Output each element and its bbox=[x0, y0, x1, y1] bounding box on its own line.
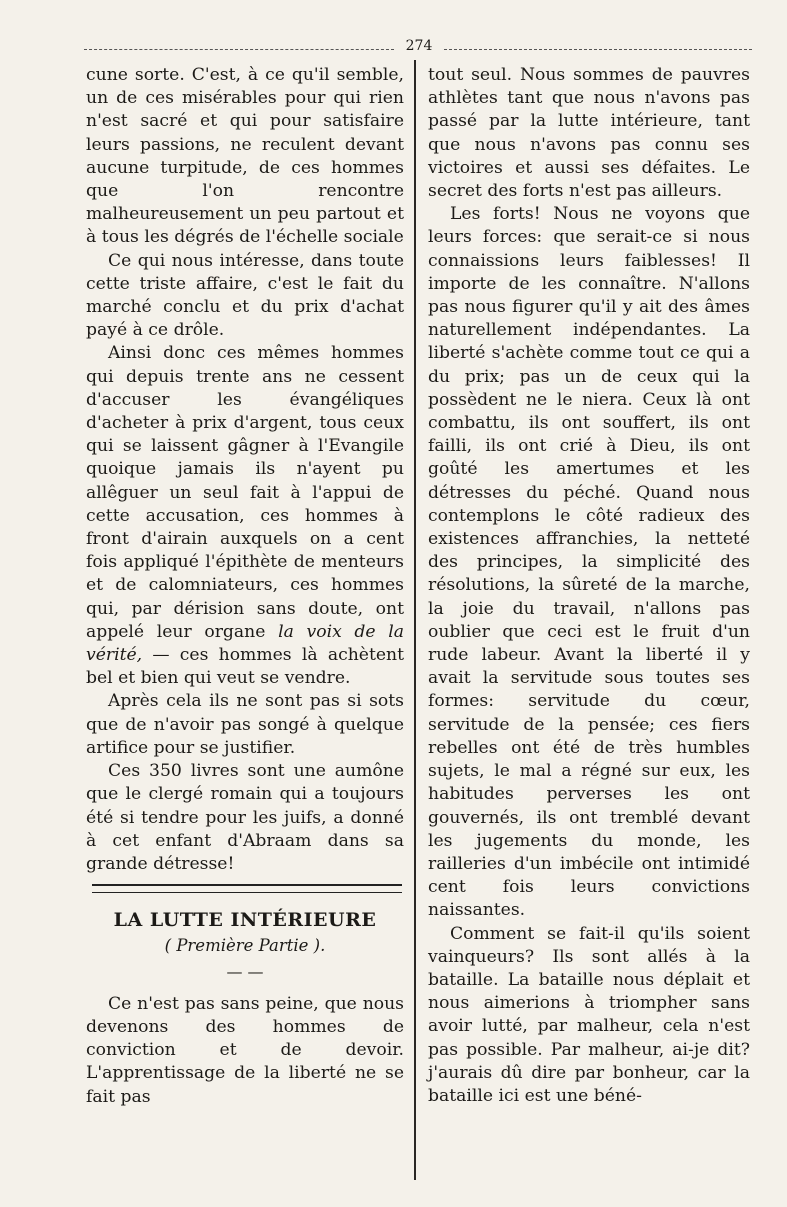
italic-phrase: la voix de la vérité, bbox=[86, 621, 405, 666]
paragraph-text: Ainsi donc ces mêmes hommes qui depuis trente ans ne cessent d'accuser les évangéliques d'acheter à prix d'argent, tous ceux qui se laissent gâgner à l'Evangile quoique jamais ils n'ayent pu allêguer un seul fait à l'appui de cette accusation, ces hommes à front d'airain auxquels on a cent fois appliqué l'épithète de menteurs et de calomniateurs, ces hommes qui, par dérision sans doute, ont appelé leur organe bbox=[86, 343, 404, 642]
title-dash: — — bbox=[226, 961, 264, 981]
column-divider bbox=[414, 60, 416, 1180]
paragraph: Ces 350 livres sont une aumône que le clergé romain qui a toujours été si tendre pour les juifs, a donné à cet enfant d'Abraam dans sa grande détresse! bbox=[86, 761, 404, 874]
right-column bbox=[428, 64, 750, 1108]
paragraph: cune sorte. C'est, à ce qu'il semble, un de ces misérables pour qui rien n'est sacré et qui pour satisfaire leurs passions, ne reculent devant aucune turpitude, de ces hommes que l'on rencontre malheureusement un peu partout et à tous les dégrés de l'échelle sociale bbox=[86, 65, 404, 248]
article-intro: Ce n'est pas sans peine, que nous devenons des hommes de conviction et de devoir. L'apprentissage de la liberté ne se fait pas bbox=[86, 993, 404, 1107]
page-number: 274 bbox=[405, 38, 433, 54]
header-rule-left bbox=[84, 49, 394, 50]
header-rule-right bbox=[444, 49, 752, 50]
article-title: LA LUTTE INTÉRIEURE bbox=[113, 909, 377, 932]
section-separator bbox=[92, 884, 402, 893]
paragraph: tout seul. Nous sommes de pauvres athlètes tant que nous n'avons pas passé par la lutte intérieure, tant que nous n'avons pas connu ses victoires et aussi ses défaites. Le secret des forts n'est pas ailleurs. bbox=[428, 65, 750, 202]
paragraph-text-tail: — ces hommes là achètent bel et bien qui veut se vendre. bbox=[86, 645, 404, 689]
paragraph: Comment se fait-il qu'ils soient vainqueurs? Ils sont allés à la bataille. La bataille nous déplait et nous aimerions à triompher sans avoir lutté, par malheur, cela n'est pas possible. Par malheur, ai-je dit? j'aurais dû dire par bonheur, car la bataille ici est une béné- bbox=[428, 923, 750, 1106]
paragraph: Les forts! Nous ne voyons que leurs forces: que serait-ce si nous connaissions leurs faiblesses! Il importe de les connaître. N'allons pas nous figurer qu'il y ait des âmes naturellement indépendantes. La liberté s'achète comme tout ce qui a du prix; pas un de ceux qui la possèdent ne le niera. Ceux là ont combattu, ils ont souffert, ils ont failli, ils ont crié à Dieu, ils ont goûté les amertumes et les détresses du péché. Quand nous contemplons le côté radieux des existences affranchies, la netteté des principes, la simplicité des résolutions, la sûreté de la marche, la joie du travail, n'allons pas oublier que ceci est le fruit d'un rude labeur. Avant la liberté il y avait la servitude sous toutes ses formes: servitude du cœur, servitude de la pensée; ces fiers rebelles ont été de très humbles sujets, le mal a régné sur eux, les habitudes perverses les ont gouvernés, ils ont tremblé devant les jugements du monde, les railleries d'un imbécile ont intimidé cent fois leurs convictions naissantes. bbox=[428, 204, 750, 921]
article-subtitle: ( Première Partie ). bbox=[164, 936, 326, 956]
paragraph bbox=[86, 342, 404, 690]
paragraph: Ce qui nous intéresse, dans toute cette triste affaire, c'est le fait du marché conclu et du prix d'achat payé à ce drôle. bbox=[86, 250, 404, 341]
paragraph: Après cela ils ne sont pas si sots que de n'avoir pas songé à quelque artifice pour se justifier. bbox=[86, 691, 404, 758]
page-header bbox=[84, 38, 752, 60]
left-column bbox=[86, 64, 404, 1109]
